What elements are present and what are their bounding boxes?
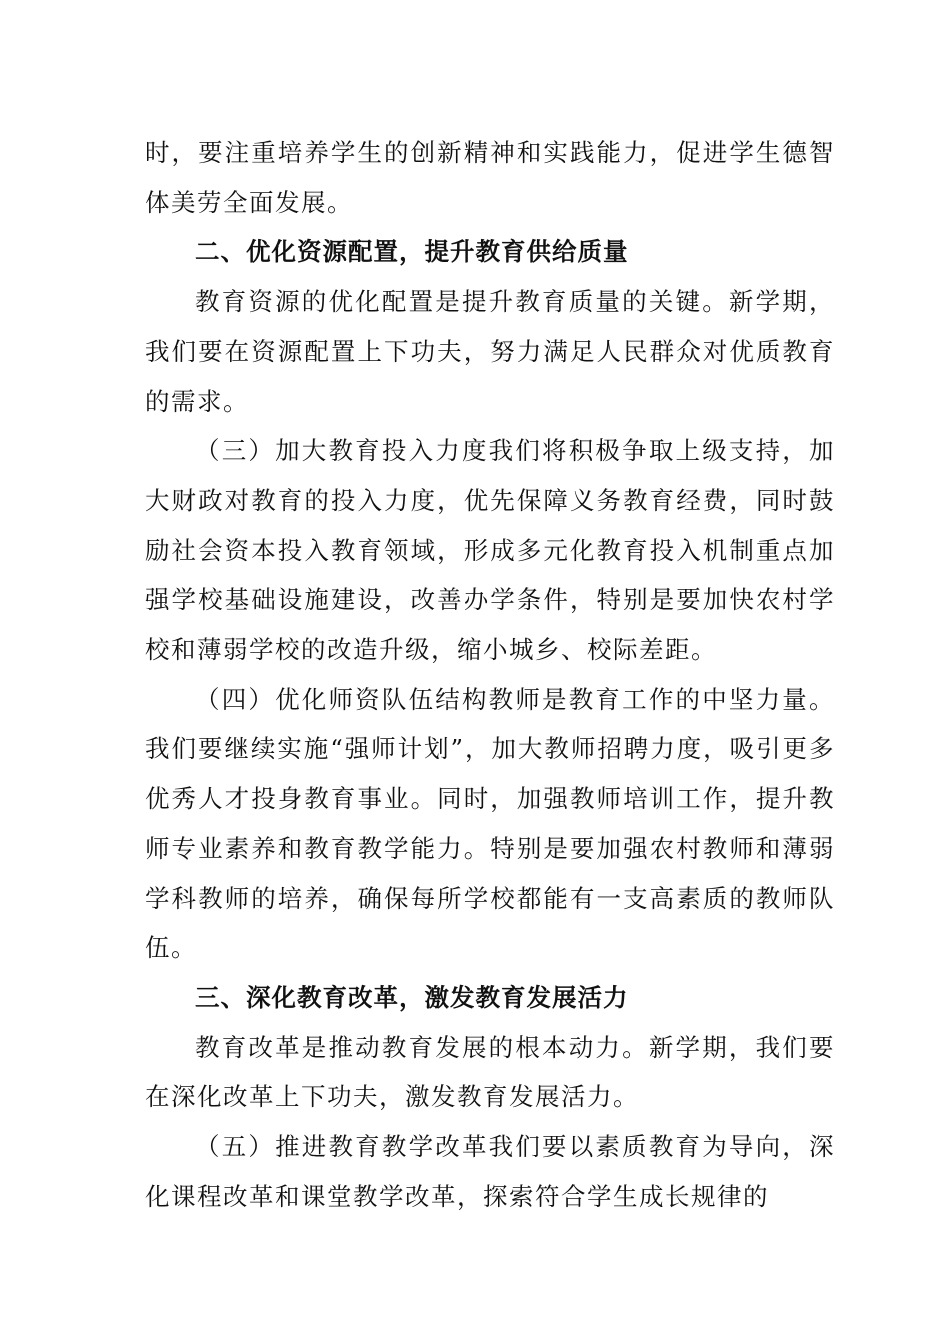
- paragraph-item-5: （五）推进教育教学改革我们要以素质教育为导向，深化课程改革和课堂教学改革，探索符合学生成长规律的: [145, 1132, 835, 1211]
- paragraph-item-3: （三）加大教育投入力度我们将积极争取上级支持，加大财政对教育的投入力度，优先保障义务教育经费，同时鼓励社会资本投入教育领域，形成多元化教育投入机制重点加强学校基础设施建设，改善办学条件，特别是要加快农村学校和薄弱学校的改造升级，缩小城乡、校际差距。: [145, 436, 835, 665]
- paragraph-item-4: （四）优化师资队伍结构教师是教育工作的中坚力量。我们要继续实施“强师计划”，加大教师招聘力度，吸引更多优秀人才投身教育事业。同时，加强教师培训工作，提升教师专业素养和教育教学能力。特别是要加强农村教师和薄弱学科教师的培养，确保每所学校都能有一支高素质的教师队伍。: [145, 684, 835, 963]
- paragraph-reform-intro: 教育改革是推动教育发展的根本动力。新学期，我们要在深化改革上下功夫，激发教育发展活力。: [145, 1032, 835, 1112]
- section-heading-3: 三、深化教育改革，激发教育发展活力: [195, 982, 629, 1012]
- paragraph-resource-intro: 教育资源的优化配置是提升教育质量的关键。新学期，我们要在资源配置上下功夫，努力满足人民群众对优质教育的需求。: [145, 287, 835, 416]
- section-heading-2: 二、优化资源配置，提升教育供给质量: [195, 237, 629, 267]
- document-body: [145, 128, 835, 1221]
- paragraph-continuation: 时，要注重培养学生的创新精神和实践能力，促进学生德智体美劳全面发展。: [145, 138, 835, 217]
